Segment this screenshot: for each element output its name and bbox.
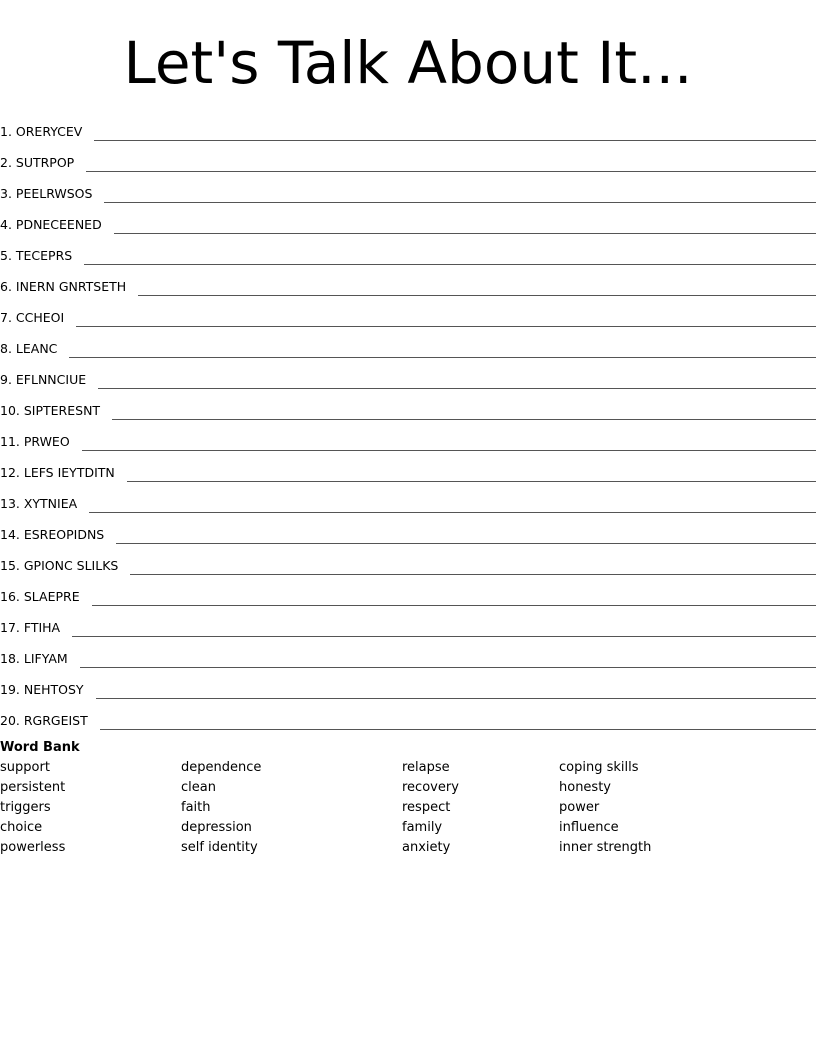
word-bank-item: faith [181,800,211,815]
word-bank-item: triggers [0,800,51,815]
word-bank-item: power [559,800,600,815]
question-row [0,235,816,266]
question-row [0,173,816,204]
answer-line [100,728,816,730]
answer-line [82,449,816,451]
answer-line [130,573,816,575]
answer-line [69,356,816,358]
answer-line [116,542,816,544]
word-bank-grid [0,758,816,858]
word-bank-item: influence [559,820,619,835]
question-row [0,297,816,328]
word-bank-item: honesty [559,780,611,795]
answer-line [98,387,816,389]
question-label: 17. FTIHA [0,620,61,635]
answer-line [72,635,816,637]
word-bank-item: dependence [181,760,262,775]
word-bank-item: inner strength [559,840,652,855]
question-list [0,111,816,731]
answer-line [80,666,816,668]
word-bank-item: clean [181,780,216,795]
question-label: 10. SIPTERESNT [0,403,101,418]
answer-line [127,480,816,482]
answer-line [112,418,816,420]
word-bank-column-4 [559,758,651,858]
question-row [0,204,816,235]
question-row [0,483,816,514]
question-row [0,545,816,576]
word-bank-item: self identity [181,840,258,855]
question-label: 15. GPIONC SLILKS [0,558,119,573]
word-bank-item: support [0,760,50,775]
word-bank-item: powerless [0,840,66,855]
question-row [0,452,816,483]
question-label: 4. PDNECEENED [0,217,102,232]
answer-line [94,139,816,141]
word-bank-item: recovery [402,780,459,795]
question-row [0,266,816,297]
word-bank [0,738,816,858]
answer-line [114,232,816,234]
word-bank-column-1 [0,758,65,858]
question-label: 7. CCHEOI [0,310,65,325]
question-row [0,514,816,545]
word-bank-title: Word Bank [0,740,80,755]
word-bank-item: relapse [402,760,450,775]
question-row [0,142,816,173]
answer-line [89,511,816,513]
word-bank-item: coping skills [559,760,639,775]
word-bank-item: choice [0,820,43,835]
word-bank-item: anxiety [402,840,451,855]
question-row [0,700,816,731]
question-row [0,638,816,669]
question-label: 14. ESREOPIDNS [0,527,105,542]
question-label: 1. ORERYCEV [0,124,83,139]
question-row [0,111,816,142]
word-bank-column-2 [181,758,261,858]
question-label: 18. LIFYAM [0,651,68,666]
question-label: 5. TECEPRS [0,248,73,263]
word-bank-item: depression [181,820,252,835]
question-label: 2. SUTRPOP [0,155,75,170]
question-row [0,576,816,607]
answer-line [76,325,816,327]
word-bank-item: respect [402,800,451,815]
question-label: 20. RGRGEIST [0,713,88,728]
question-row [0,359,816,390]
answer-line [96,697,816,699]
question-row [0,421,816,452]
question-label: 6. INERN GNRTSETH [0,279,127,294]
question-label: 11. PRWEO [0,434,70,449]
question-row [0,328,816,359]
page-title: Let's Talk About It... [123,29,693,97]
word-bank-item: persistent [0,780,66,795]
word-bank-item: family [402,820,443,835]
question-row [0,390,816,421]
answer-line [104,201,816,203]
answer-line [138,294,816,296]
question-label: 16. SLAEPRE [0,589,80,604]
answer-line [84,263,816,265]
question-label: 3. PEELRWSOS [0,186,93,201]
question-label: 12. LEFS IEYTDITN [0,465,115,480]
question-label: 8. LEANC [0,341,58,356]
word-bank-column-3 [402,758,459,858]
answer-line [86,170,816,172]
question-label: 9. EFLNNCIUE [0,372,87,387]
question-label: 19. NEHTOSY [0,682,84,697]
question-label: 13. XYTNIEA [0,496,78,511]
answer-line [92,604,816,606]
question-row [0,607,816,638]
question-row [0,669,816,700]
